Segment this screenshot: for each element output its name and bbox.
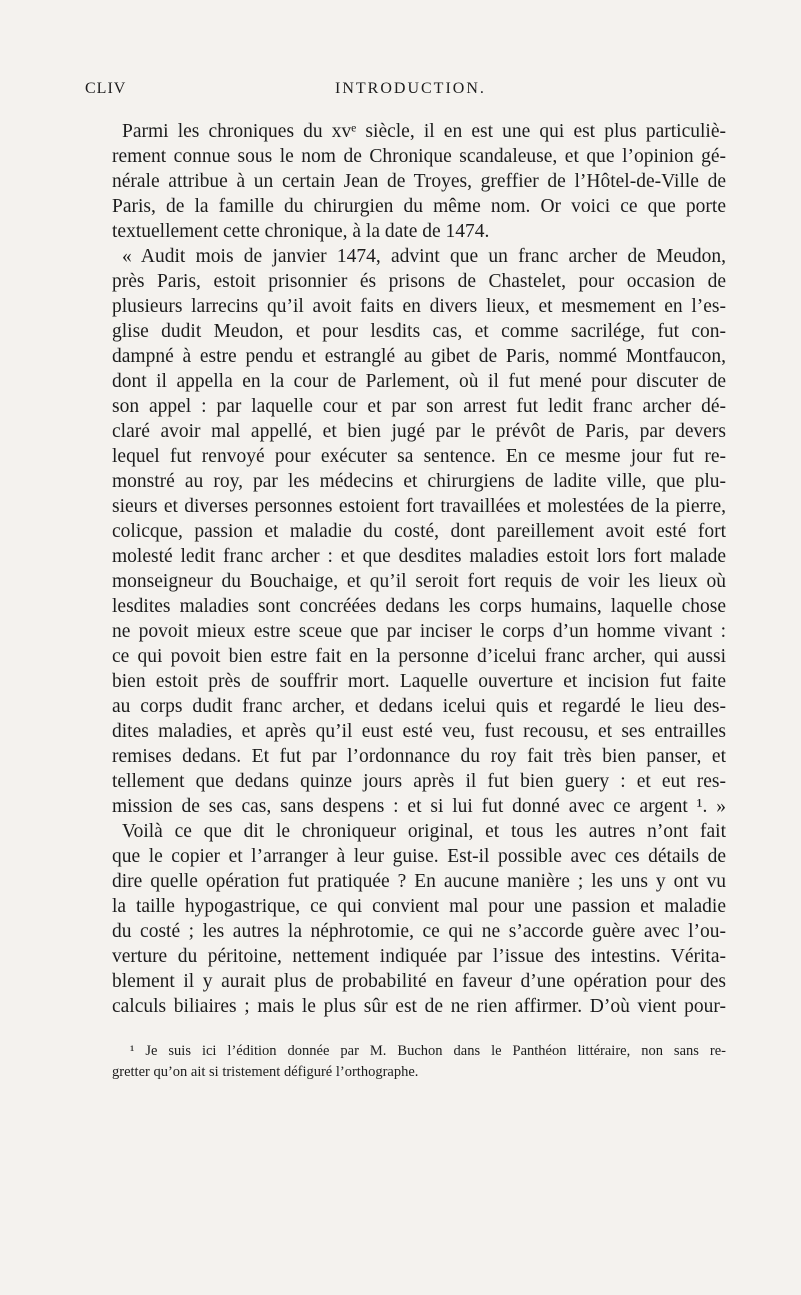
text-line: son appel : par laquelle cour et par son arrest fut ledit franc archer dé- <box>112 396 726 417</box>
text-line: molesté ledit franc archer : et que desdites maladies estoit lors fort malade <box>112 546 726 567</box>
text-line: textuellement cette chronique, à la date de 1474. <box>112 221 490 242</box>
text-line: ne povoit mieux estre sceue que par inciser le corps d’un homme vivant : <box>112 621 726 642</box>
text-line: lesdites maladies sont concréées dedans les corps humains, laquelle chose <box>112 596 726 617</box>
text-line: dites maladies, et après qu’il eust esté veu, fust recousu, et ses entrailles <box>112 721 726 742</box>
text-line: la taille hypogastrique, ce qui convient mal pour une passion et maladie <box>112 896 726 917</box>
text-line: près Paris, estoit prisonnier és prisons de Chastelet, pour occasion de <box>112 271 726 292</box>
text-line: glise dudit Meudon, et pour lesdits cas, et comme sacrilége, fut con- <box>112 321 726 342</box>
text-line: dire quelle opération fut pratiquée ? En aucune manière ; les uns y ont vu <box>112 871 726 892</box>
text-line: lequel fut renvoyé pour exécuter sa sentence. En ce mesme jour fut re- <box>112 446 726 467</box>
text-line: que le copier et l’arranger à leur guise. Est-il possible avec ces détails de <box>112 846 726 867</box>
text-line: « Audit mois de janvier 1474, advint que un franc archer de Meudon, <box>122 246 726 267</box>
text-line: monstré au roy, par les médecins et chirurgiens de ladite ville, que plu- <box>112 471 726 492</box>
text-line: du costé ; les autres la néphrotomie, ce qui ne s’accorde guère avec l’ou- <box>112 921 726 942</box>
text-line: blement il y aurait plus de probabilité en faveur d’une opération pour des <box>112 971 726 992</box>
text-line: claré avoir mal appellé, et bien jugé par le prévôt de Paris, par devers <box>112 421 726 442</box>
text-line: ce qui povoit bien estre fait en la personne d’icelui franc archer, qui aussi <box>112 646 726 667</box>
page-number: CLIV <box>85 80 127 97</box>
text-line: mission de ses cas, sans despens : et si lui fut donné avec ce argent ¹. » <box>112 796 726 817</box>
text-line: tellement que dedans quinze jours après il fut bien guery : et eut res- <box>112 771 726 792</box>
running-head: INTRODUCTION. <box>335 80 486 97</box>
text-line: au corps dudit franc archer, et dedans icelui quis et regardé le lieu des- <box>112 696 726 717</box>
text-line: rement connue sous le nom de Chronique scandaleuse, et que l’opinion gé- <box>112 146 726 167</box>
text-line: remises dedans. Et fut par l’ordonnance du roy fait très bien panser, et <box>112 746 726 767</box>
text-line: colicque, passion et maladie du costé, dont pareillement avoit esté fort <box>112 521 726 542</box>
text-line: sieurs et diverses personnes estoient fort travaillées et molestées de la pierre, <box>112 496 726 517</box>
footnote-line: ¹ Je suis ici l’édition donnée par M. Buchon dans le Panthéon littéraire, non sans re- <box>130 1043 726 1059</box>
text-line: Paris, de la famille du chirurgien du même nom. Or voici ce que porte <box>112 196 726 217</box>
footnote-line: gretter qu’on ait si tristement défiguré l’orthographe. <box>112 1064 419 1080</box>
text-line: monseigneur du Bouchaige, et qu’il seroit fort requis de voir les lieux où <box>112 571 726 592</box>
text-line: plusieurs larrecins qu’il avoit faits en divers lieux, et mesmement en l’es- <box>112 296 726 317</box>
text-line: nérale attribue à un certain Jean de Troyes, greffier de l’Hôtel-de-Ville de <box>112 171 726 192</box>
text-line: verture du péritoine, nettement indiquée par l’issue des intestins. Vérita- <box>112 946 726 967</box>
text-line: Parmi les chroniques du xvᵉ siècle, il en est une qui est plus particuliè- <box>122 121 726 142</box>
text-line: Voilà ce que dit le chroniqueur original, et tous les autres n’ont fait <box>122 821 726 842</box>
text-line: bien estoit près de souffrir mort. Laquelle ouverture et incision fut faite <box>112 671 726 692</box>
text-line: dampné à estre pendu et estranglé au gibet de Paris, nommé Montfaucon, <box>112 346 726 367</box>
text-line: calculs biliaires ; mais le plus sûr est de ne rien affirmer. D’où vient pour- <box>112 996 726 1017</box>
text-line: dont il appella en la cour de Parlement, où il fut mené pour discuter de <box>112 371 726 392</box>
page-header <box>85 80 725 104</box>
